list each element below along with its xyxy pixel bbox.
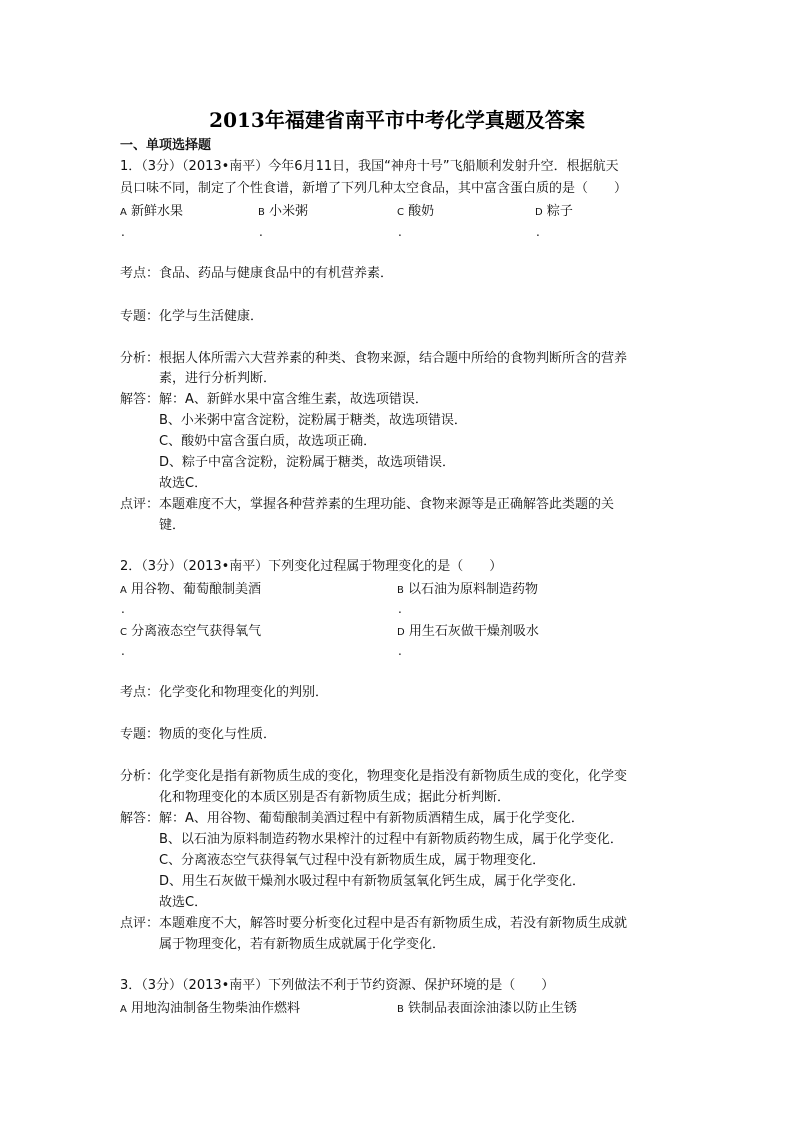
- q1-dianping-line1: 点评：本题难度不大，掌握各种营养素的生理功能、食物来源等是正确解答此类题的关: [120, 497, 615, 512]
- option-dot: .: [536, 225, 540, 239]
- option-dot: .: [121, 644, 125, 658]
- option-dot: .: [398, 225, 402, 239]
- q2-option-b: B 以石油为原料制造药物: [397, 582, 539, 597]
- option-dot: .: [398, 644, 402, 658]
- q1-fenxi-line2: 素，进行分析判断．: [159, 371, 277, 386]
- q2-jieda-line1: 解答：解：A、用谷物、葡萄酿制美酒过程中有新物质酒精生成，属于化学变化．: [120, 811, 584, 826]
- q2-zhuanti: 专题：物质的变化与性质．: [120, 727, 277, 742]
- q3-option-a: A 用地沟油制备生物柴油作燃料: [120, 1001, 300, 1016]
- q1-zhuanti: 专题：化学与生活健康．: [120, 309, 264, 324]
- q2-jieda-line2: B、以石油为原料制造药物水果榨汁的过程中有新物质药物生成，属于化学变化．: [159, 832, 623, 847]
- q1-option-a: A 新鲜水果: [120, 204, 183, 219]
- q3-option-b: B 铁制品表面涂油漆以防止生锈: [397, 1001, 578, 1016]
- q2-kaodian: 考点：化学变化和物理变化的判别．: [120, 685, 329, 700]
- section-heading: 一、单项选择题: [120, 138, 212, 153]
- q1-dianping-line2: 键．: [159, 518, 186, 533]
- q2-stem-line1: 2．（3分）（2013•南平）下列变化过程属于物理变化的是（ ）: [120, 559, 503, 574]
- q2-dianping-line2: 属于物理变化，若有新物质生成就属于化学变化．: [159, 937, 446, 952]
- q1-jieda-line4: D、粽子中富含淀粉，淀粉属于糖类，故选项错误．: [159, 455, 456, 470]
- q2-jieda-line3: C、分离液态空气获得氧气过程中没有新物质生成，属于物理变化．: [159, 853, 546, 868]
- q1-option-c: C 酸奶: [397, 204, 435, 219]
- q2-dianping-line1: 点评：本题难度不大，解答时要分析变化过程中是否有新物质生成，若没有新物质生成就: [120, 916, 628, 931]
- q1-stem-line2: 员口味不同，制定了个性食谱，新增了下列几种太空食品，其中富含蛋白质的是（ ）: [120, 181, 628, 196]
- q2-jieda-line4: D、用生石灰做干燥剂水吸过程中有新物质氢氧化钙生成，属于化学变化．: [159, 874, 586, 889]
- q1-jieda-line3: C、酸奶中富含蛋白质，故选项正确．: [159, 434, 377, 449]
- q2-option-a: A 用谷物、葡萄酿制美酒: [120, 582, 261, 597]
- document-title: 2013年福建省南平市中考化学真题及答案: [209, 108, 585, 132]
- q2-option-d: D 用生石灰做干燥剂吸水: [397, 624, 539, 639]
- q2-option-c: C 分离液态空气获得氧气: [120, 624, 262, 639]
- option-dot: .: [121, 602, 125, 616]
- option-dot: .: [259, 225, 263, 239]
- q1-jieda-line2: B、小米粥中富含淀粉，淀粉属于糖类，故选项错误．: [159, 413, 467, 428]
- q1-jieda-line5: 故选C．: [159, 476, 208, 491]
- q1-stem-line1: 1．（3分）（2013•南平）今年6月11日，我国“神舟十号”飞船顺利发射升空．根据航天: [120, 159, 619, 174]
- q1-kaodian: 考点：食品、药品与健康食品中的有机营养素．: [120, 266, 394, 281]
- q1-option-d: D 粽子: [535, 204, 573, 219]
- q1-option-b: B 小米粥: [258, 204, 309, 219]
- q2-fenxi-line2: 化和物理变化的本质区别是否有新物质生成；据此分析判断．: [159, 790, 511, 805]
- q1-fenxi-line1: 分析：根据人体所需六大营养素的种类、食物来源，结合题中所给的食物判断所含的营养: [120, 351, 628, 366]
- q1-jieda-line1: 解答：解：A、新鲜水果中富含维生素，故选项错误．: [120, 392, 428, 407]
- q2-fenxi-line1: 分析：化学变化是指有新物质生成的变化，物理变化是指没有新物质生成的变化，化学变: [120, 769, 628, 784]
- option-dot: .: [398, 602, 402, 616]
- q2-jieda-line5: 故选C．: [159, 895, 208, 910]
- q3-stem-line1: 3．（3分）（2013•南平）下列做法不利于节约资源、保护环境的是（ ）: [120, 978, 555, 993]
- option-dot: .: [121, 225, 125, 239]
